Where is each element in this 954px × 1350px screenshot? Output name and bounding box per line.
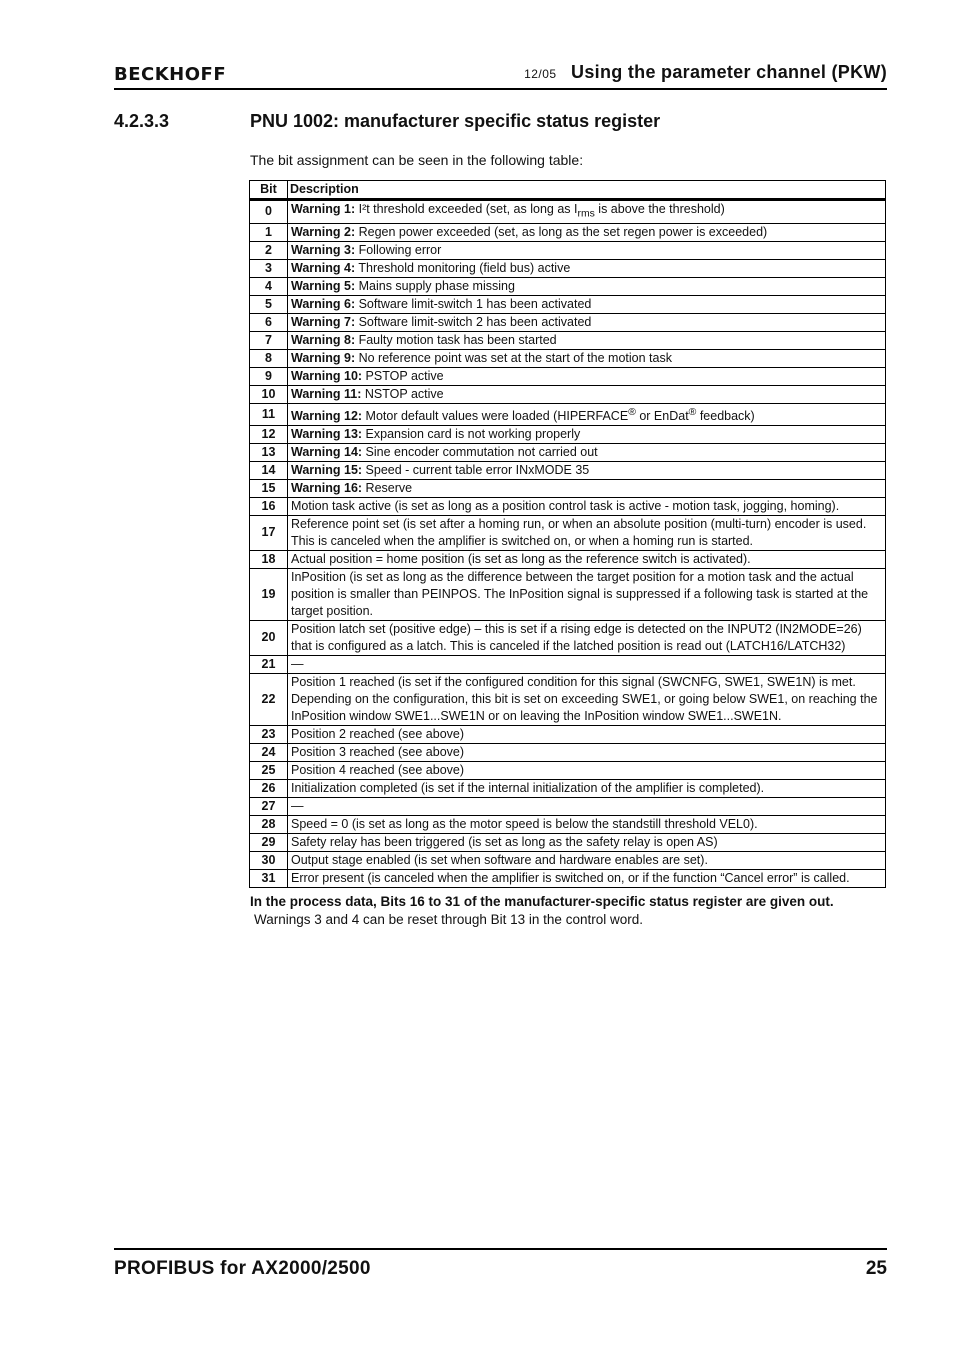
bit-description xyxy=(288,277,886,295)
description-text: I²t threshold exceeded (set, as long as $I_{rms}$ is above the threshold) xyxy=(355,202,725,220)
section-title: PNU 1002: manufacturer specific status register xyxy=(250,111,661,131)
bit-description xyxy=(288,349,886,367)
bit-number: 23 xyxy=(250,725,288,743)
bit-description xyxy=(288,295,886,313)
bit-description xyxy=(288,331,886,349)
warning-label: Warning 3: xyxy=(291,242,356,257)
bit-description xyxy=(288,200,886,224)
bit-description xyxy=(288,241,886,259)
description-text: Safety relay has been triggered (is set as long as the safety relay is open AS) xyxy=(291,834,718,849)
table-row xyxy=(250,259,886,277)
description-text: Actual position = home position (is set as long as the reference switch is activated). xyxy=(291,551,751,566)
table-row xyxy=(250,673,886,725)
table-row xyxy=(250,295,886,313)
warning-label: Warning 11: xyxy=(291,386,362,401)
warning-label: Warning 13: xyxy=(291,426,363,441)
table-row xyxy=(250,200,886,224)
description-text: Position 3 reached (see above) xyxy=(291,744,465,759)
bit-number: 31 xyxy=(250,869,288,887)
table-row xyxy=(250,851,886,869)
description-text: InPosition (is set as long as the difference between the target position for a motion task and the actual position is smaller than PEINPOS. The InPosition signal is suppressed if a following task is started at the target position. xyxy=(291,569,869,618)
table-row xyxy=(250,815,886,833)
bit-number: 14 xyxy=(250,461,288,479)
bit-description xyxy=(288,313,886,331)
table-row xyxy=(250,461,886,479)
description-text: Speed = 0 (is set as long as the motor speed is below the standstill threshold VEL0). xyxy=(291,816,758,831)
bit-description xyxy=(288,403,886,425)
warning-label: Warning 7: xyxy=(291,314,356,329)
description-text: Software limit-switch 1 has been activated xyxy=(355,296,592,311)
bit-number: 2 xyxy=(250,241,288,259)
warning-label: Warning 2: xyxy=(291,224,356,239)
description-text: Speed - current table error INxMODE 35 xyxy=(362,462,590,477)
chapter-title: Using the parameter channel (PKW) xyxy=(571,62,887,82)
bit-number: 0 xyxy=(250,200,288,224)
description-text: Threshold monitoring (field bus) active xyxy=(355,260,571,275)
table-row xyxy=(250,223,886,241)
table-row xyxy=(250,869,886,887)
bit-description xyxy=(288,443,886,461)
bit-description xyxy=(288,620,886,655)
bit-description xyxy=(288,497,886,515)
warning-label: Warning 10: xyxy=(291,368,363,383)
bit-number: 1 xyxy=(250,223,288,241)
process-data-note: In the process data, Bits 16 to 31 of the manufacturer-specific status register are given out. xyxy=(250,894,834,909)
bit-number: 21 xyxy=(250,655,288,673)
table-body xyxy=(250,200,886,888)
warning-label: Warning 1: xyxy=(291,202,356,216)
bit-number: 7 xyxy=(250,331,288,349)
table-row xyxy=(250,655,886,673)
bit-description xyxy=(288,761,886,779)
bit-number: 19 xyxy=(250,568,288,620)
bit-description xyxy=(288,833,886,851)
bit-description xyxy=(288,673,886,725)
warning-label: Warning 6: xyxy=(291,296,356,311)
bit-number: 26 xyxy=(250,779,288,797)
table-header-row xyxy=(250,181,886,200)
bit-number: 30 xyxy=(250,851,288,869)
warning-label: Warning 16: xyxy=(291,480,363,495)
bit-number: 12 xyxy=(250,425,288,443)
bit-number: 18 xyxy=(250,550,288,568)
warning-label: Warning 15: xyxy=(291,462,363,477)
table-row xyxy=(250,620,886,655)
warning-label: Warning 14: xyxy=(291,444,363,459)
intro-text: The bit assignment can be seen in the following table: xyxy=(250,152,584,168)
table-row xyxy=(250,515,886,550)
description-text: Following error xyxy=(355,242,442,257)
table-row xyxy=(250,497,886,515)
bit-number: 22 xyxy=(250,673,288,725)
description-text: Position latch set (positive edge) – this is set if a rising edge is detected on the INPUT2 (IN2MODE=26) that is configured as a latch. This is canceled if the latched position is read out (LATCH16/LATCH32) xyxy=(291,621,862,653)
bit-description xyxy=(288,385,886,403)
bit-number: 3 xyxy=(250,259,288,277)
bit-number: 5 xyxy=(250,295,288,313)
description-text: No reference point was set at the start of the motion task xyxy=(355,350,672,365)
description-text: Reserve xyxy=(362,480,413,495)
description-text: Output stage enabled (is set when software and hardware enables are set). xyxy=(291,852,708,867)
bit-number: 4 xyxy=(250,277,288,295)
bit-description xyxy=(288,461,886,479)
bit-description xyxy=(288,851,886,869)
description-text: NSTOP active xyxy=(361,386,444,401)
description-text: Initialization completed (is set if the internal initialization of the amplifier is completed). xyxy=(291,780,765,795)
table-row xyxy=(250,241,886,259)
description-text: Regen power exceeded (set, as long as the set regen power is exceeded) xyxy=(355,224,768,239)
bit-description xyxy=(288,743,886,761)
bit-number: 6 xyxy=(250,313,288,331)
page-header xyxy=(114,62,887,90)
header-date: 12/05 xyxy=(524,67,557,81)
bit-description xyxy=(288,223,886,241)
page-footer xyxy=(114,1248,887,1284)
description-text: — xyxy=(291,656,304,671)
bit-number: 13 xyxy=(250,443,288,461)
table-row xyxy=(250,725,886,743)
bit-description xyxy=(288,779,886,797)
description-text: Sine encoder commutation not carried out xyxy=(362,444,598,459)
bit-description xyxy=(288,869,886,887)
description-text: Position 4 reached (see above) xyxy=(291,762,465,777)
table-row xyxy=(250,833,886,851)
table-row xyxy=(250,331,886,349)
table-row xyxy=(250,277,886,295)
table-row xyxy=(250,797,886,815)
bit-description xyxy=(288,797,886,815)
description-text: Error present (is canceled when the amplifier is switched on, or if the function “Cancel error” is called. xyxy=(291,870,850,885)
bit-description xyxy=(288,815,886,833)
bit-description xyxy=(288,568,886,620)
column-header-bit: Bit xyxy=(250,181,288,200)
bit-description xyxy=(288,259,886,277)
bit-number: 8 xyxy=(250,349,288,367)
table-row xyxy=(250,349,886,367)
footer-title: PROFIBUS for AX2000/2500 xyxy=(114,1258,371,1279)
bit-assignment-table xyxy=(249,180,886,888)
bit-description xyxy=(288,655,886,673)
table-row xyxy=(250,479,886,497)
bit-number: 24 xyxy=(250,743,288,761)
bit-number: 20 xyxy=(250,620,288,655)
warning-label: Warning 5: xyxy=(291,278,356,293)
description-text: Faulty motion task has been started xyxy=(355,332,557,347)
table-row xyxy=(250,568,886,620)
bit-description xyxy=(288,479,886,497)
warning-label: Warning 4: xyxy=(291,260,356,275)
table-row xyxy=(250,779,886,797)
bit-number: 9 xyxy=(250,367,288,385)
description-text: Software limit-switch 2 has been activated xyxy=(355,314,592,329)
bit-number: 11 xyxy=(250,403,288,425)
description-text: Expansion card is not working properly xyxy=(362,426,581,441)
description-text: Position 2 reached (see above) xyxy=(291,726,465,741)
bit-number: 27 xyxy=(250,797,288,815)
description-text: Mains supply phase missing xyxy=(355,278,515,293)
beckhoff-logo: BECKHOFF xyxy=(114,64,227,85)
description-text: — xyxy=(291,798,304,813)
description-text: Motion task active (is set as long as a position control task is active - motion task, jogging, homing). xyxy=(291,498,840,513)
bit-description xyxy=(288,515,886,550)
bit-description xyxy=(288,725,886,743)
bit-description xyxy=(288,367,886,385)
table-row xyxy=(250,761,886,779)
bit-number: 28 xyxy=(250,815,288,833)
description-text: PSTOP active xyxy=(362,368,444,383)
table-row xyxy=(250,403,886,425)
section-number: 4.2.3.3 xyxy=(114,111,170,131)
description-text: Reference point set (is set after a homing run, or when an absolute position (multi-turn) encoder is used. This is canceled when the amplifier is switched on, or when a homing run is started. xyxy=(291,516,867,548)
warning-label: Warning 8: xyxy=(291,332,356,347)
description-text: Motor default values were loaded (HIPERFACE® or EnDat® feedback) xyxy=(362,406,755,423)
bit-description xyxy=(288,550,886,568)
warning-label: Warning 9: xyxy=(291,350,356,365)
table-row xyxy=(250,443,886,461)
bit-number: 10 xyxy=(250,385,288,403)
description-text: Position 1 reached (is set if the configured condition for this signal (SWCNFG, SWE1, SWE1N) is met. Depending on the configuration, this bit is set on exceeding SWE1, or going below SWE1, on reaching the InPosition window SWE1...SWE1N or on leaving the InPosition window SWE1...SWE1N. xyxy=(291,674,878,723)
table-row xyxy=(250,743,886,761)
warnings-reset-note: Warnings 3 and 4 can be reset through Bit 13 in the control word. xyxy=(254,912,643,927)
column-header-description: Description xyxy=(288,181,886,200)
bit-number: 25 xyxy=(250,761,288,779)
table-row xyxy=(250,367,886,385)
table-row xyxy=(250,313,886,331)
header-right xyxy=(524,62,887,83)
page-number: 25 xyxy=(865,1258,887,1279)
table-row xyxy=(250,550,886,568)
bit-number: 29 xyxy=(250,833,288,851)
bit-number: 17 xyxy=(250,515,288,550)
table-row xyxy=(250,385,886,403)
bit-number: 16 xyxy=(250,497,288,515)
bit-number: 15 xyxy=(250,479,288,497)
bit-description xyxy=(288,425,886,443)
table-row xyxy=(250,425,886,443)
warning-label: Warning 12: xyxy=(291,408,363,423)
